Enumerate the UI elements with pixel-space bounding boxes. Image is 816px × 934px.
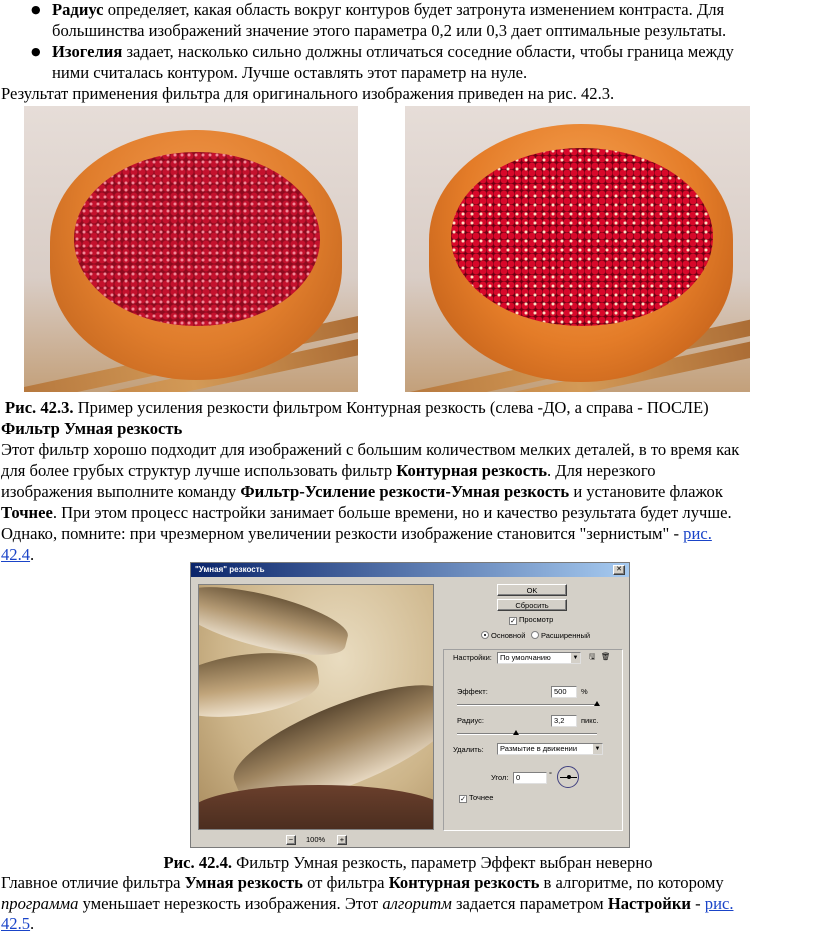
mode-basic-label: Основной	[491, 631, 526, 640]
text-run-italic: алгоритм	[382, 894, 452, 913]
dialog-title: "Умная" резкость	[191, 563, 629, 577]
text-run-bold: Настройки	[607, 894, 691, 913]
figure-label: Рис. 42.4.	[163, 853, 233, 872]
amount-input[interactable]: 500	[551, 686, 577, 698]
term-isohelia: Изогелия	[52, 42, 123, 61]
text-run: .	[30, 545, 35, 564]
more-accurate-label: Точнее	[469, 793, 494, 802]
radius-unit: пикс.	[581, 716, 599, 725]
amount-label: Эффект:	[457, 687, 488, 696]
mode-advanced-label: Расширенный	[541, 631, 591, 640]
paragraph-2-line-3	[1, 913, 816, 934]
paragraph-1-line-1: Этот фильтр хорошо подходит для изображений с большим количеством мелких деталей, в то время как	[1, 440, 740, 459]
text-run-italic: программа	[1, 894, 79, 913]
angle-unit: °	[549, 770, 552, 779]
more-accurate-checkbox[interactable]: ✓ Точнее	[460, 793, 494, 803]
zoom-in-button[interactable]: +	[337, 835, 347, 845]
text-run: в алгоритме, по которому	[539, 873, 724, 892]
text-run-bold: Контурная резкость	[396, 461, 547, 480]
text-run: .	[30, 914, 35, 933]
remove-label: Удалить:	[453, 745, 484, 754]
smart-sharpen-dialog	[190, 562, 630, 848]
paragraph-1-line-5	[1, 523, 816, 544]
radius-slider[interactable]	[457, 733, 597, 735]
settings-select[interactable]	[497, 652, 581, 664]
angle-dial-center	[567, 775, 571, 779]
text-run: Главное отличие фильтра	[1, 873, 185, 892]
photo-before	[24, 106, 358, 392]
radius-label: Радиус:	[457, 716, 484, 725]
figure-42-4-link[interactable]: рис.	[683, 524, 712, 543]
text-run: -	[690, 894, 705, 913]
text-run: задается параметром	[451, 894, 608, 913]
settings-label: Настройки:	[453, 653, 492, 662]
figure-42-4-caption	[0, 852, 816, 873]
amount-slider[interactable]	[457, 704, 597, 706]
paragraph-2-line-1	[1, 872, 816, 893]
figure-label: Рис. 42.3.	[5, 398, 74, 417]
close-icon[interactable]: ✕	[613, 565, 625, 575]
mode-advanced-radio[interactable]	[531, 631, 590, 641]
text-run-bold: Контурная резкость	[388, 873, 540, 892]
text-run-bold: Фильтр-Усиление резкости-Умная резкость	[240, 482, 570, 501]
text-run: от фильтра	[302, 873, 389, 892]
photo-after	[405, 106, 750, 392]
zoom-out-button[interactable]: −	[286, 835, 296, 845]
chevron-down-icon: ▼	[594, 746, 601, 752]
text-run-bold: Точнее	[1, 503, 53, 522]
amount-unit: %	[581, 687, 588, 696]
text-run-bold: Умная резкость	[184, 873, 303, 892]
caption-text: Пример усиления резкости фильтром Контурная резкость (слева -ДО, а справа - ПОСЛЕ)	[73, 398, 709, 417]
term-radius: Радиус	[52, 0, 104, 19]
radius-input[interactable]: 3,2	[551, 715, 577, 727]
list-item-radius	[0, 0, 816, 41]
ok-button[interactable]: OK	[497, 584, 567, 596]
paragraph-1-line-4	[1, 502, 816, 523]
list-item-text: ними считалась контуром. Лучше оставлять этот параметр на нуле.	[52, 63, 528, 82]
settings-select-value: По умолчанию	[500, 653, 551, 662]
section-heading-text: Фильтр Умная резкость	[1, 419, 183, 438]
chevron-down-icon: ▼	[572, 655, 579, 661]
caption-text: Фильтр Умная резкость, параметр Эффект выбран неверно	[232, 853, 653, 872]
figure-42-3-caption	[5, 397, 816, 418]
figure-42-5-link[interactable]: рис.	[704, 894, 734, 913]
preview-label: Просмотр	[519, 615, 554, 624]
list-item-text: большинства изображений значение этого параметра 0,2 или 0,3 дает оптимальные результаты.	[52, 21, 727, 40]
remove-select[interactable]	[497, 743, 603, 755]
text-run: для более грубых структур лучше использовать фильтр	[1, 461, 397, 480]
remove-select-value: Размытие в движении	[500, 744, 578, 753]
reset-button[interactable]: Сбросить	[497, 599, 567, 611]
text-run: изображения выполните команду	[1, 482, 241, 501]
angle-input[interactable]: 0	[513, 772, 547, 784]
text-run: . При этом процесс настройки занимает больше времени, но и качество результата будет лучше.	[52, 503, 732, 522]
paragraph-2-line-2	[1, 893, 816, 914]
delete-settings-icon[interactable]: 🗑	[601, 652, 611, 661]
paragraph-1-line-2	[1, 460, 816, 481]
angle-dial[interactable]	[557, 766, 579, 788]
mode-basic-radio[interactable]	[481, 631, 525, 641]
settings-group	[443, 649, 623, 831]
preview-checkbox[interactable]: ✓ Просмотр	[510, 615, 554, 625]
radius-slider-thumb[interactable]	[513, 730, 519, 735]
result-paragraph: Результат применения фильтра для оригинального изображения приведен на рис. 42.3.	[1, 84, 615, 103]
paragraph-1-line-3	[1, 481, 816, 502]
text-run: Однако, помните: при чрезмерном увеличении резкости изображение становится "зернистым" -	[1, 524, 684, 543]
figure-42-4-link-number[interactable]: 42.4	[1, 545, 31, 564]
angle-label: Угол:	[491, 773, 509, 782]
section-heading	[1, 418, 816, 439]
figure-42-5-link-number[interactable]: 42.5	[1, 914, 31, 933]
save-settings-icon[interactable]: 🖫	[589, 652, 596, 661]
amount-slider-thumb[interactable]	[594, 701, 600, 706]
text-run: уменьшает нерезкость изображения. Этот	[78, 894, 383, 913]
zoom-level: 100%	[306, 835, 326, 844]
list-item-text: определяет, какая область вокруг контуров будет затронута изменением контраста. Для	[103, 0, 725, 19]
parameter-list	[0, 0, 816, 83]
list-item-isohelia	[0, 41, 816, 83]
text-run: и установите флажок	[569, 482, 723, 501]
preview-image	[198, 584, 434, 830]
list-item-text: задает, насколько сильно должны отличаться соседние области, чтобы граница между	[122, 42, 734, 61]
text-run: . Для нерезкого	[547, 461, 656, 480]
